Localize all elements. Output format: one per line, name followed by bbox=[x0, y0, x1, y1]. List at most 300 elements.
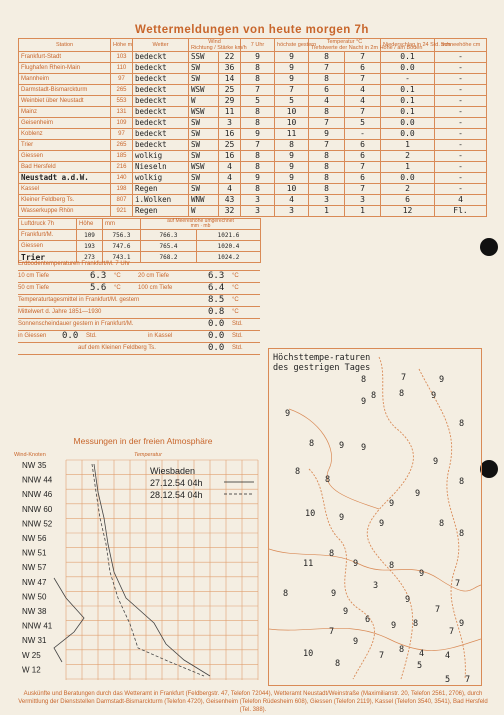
cell-snow: Fl. bbox=[435, 206, 487, 217]
table-row bbox=[19, 140, 487, 151]
pressure-cell-mm: 743.1 bbox=[103, 252, 141, 263]
table-row bbox=[19, 206, 487, 217]
soil-v10: 6.3 bbox=[90, 271, 107, 281]
header-tmin: Temperatur °C Tiefstwerte der Nacht in 2m Höhe / am Boden bbox=[309, 39, 381, 52]
cell-st: Geisenheim bbox=[19, 118, 111, 129]
cell-tmax: 3 bbox=[275, 206, 309, 217]
map-temperature-value: 9 bbox=[361, 397, 367, 407]
cell-wind-dir: SW bbox=[189, 151, 219, 162]
cell-hi: 185 bbox=[111, 151, 133, 162]
cell-wind-speed: 29 bbox=[219, 96, 241, 107]
header-tmax: höchste gestern bbox=[275, 39, 309, 52]
cell-snow: - bbox=[435, 173, 487, 184]
upper-air-diagram bbox=[14, 448, 266, 688]
cell-tmax: 8 bbox=[275, 140, 309, 151]
cell-weather: Regen bbox=[133, 184, 189, 195]
table-row bbox=[19, 118, 487, 129]
map-temperature-value: 8 bbox=[459, 419, 465, 429]
pressure-cell-h: 273 bbox=[77, 252, 103, 263]
map-temperature-value: 7 bbox=[379, 651, 385, 661]
cell-wind-speed: 14 bbox=[219, 74, 241, 85]
pressure-cell-mm: 756.3 bbox=[103, 230, 141, 241]
cell-weather: bedeckt bbox=[133, 107, 189, 118]
cell-wind-dir: SW bbox=[189, 184, 219, 195]
table-row bbox=[19, 85, 487, 96]
cell-tground: 7 bbox=[345, 74, 381, 85]
cell-t7: 9 bbox=[241, 173, 275, 184]
cell-hi: 216 bbox=[111, 162, 133, 173]
map-temperature-value: 6 bbox=[365, 615, 371, 625]
table-row bbox=[19, 173, 487, 184]
map-temperature-value: 9 bbox=[353, 637, 359, 647]
map-temperature-value: 8 bbox=[329, 549, 335, 559]
cell-wind-dir: W bbox=[189, 206, 219, 217]
pressure-cell-mb: 1024.2 bbox=[197, 252, 261, 263]
cell-st: Mainz bbox=[19, 107, 111, 118]
wind-label: W 25 bbox=[22, 650, 41, 660]
legend-line2: 28.12.54 04h bbox=[150, 490, 203, 500]
wind-label: NNW 46 bbox=[22, 490, 53, 500]
cell-tground: 3 bbox=[345, 195, 381, 206]
header-t7: 7 Uhr bbox=[241, 39, 275, 52]
cell-tground: 6 bbox=[345, 173, 381, 184]
map-temperature-value: 8 bbox=[325, 475, 331, 485]
cell-tmax: 9 bbox=[275, 173, 309, 184]
cell-st: Giessen bbox=[19, 151, 111, 162]
map-temperature-value: 9 bbox=[459, 619, 465, 629]
map-temperature-value: 8 bbox=[295, 467, 301, 477]
cell-precip: 0.1 bbox=[381, 96, 435, 107]
map-temperature-value: 9 bbox=[379, 519, 385, 529]
map-temperature-value: 9 bbox=[339, 513, 345, 523]
map-temperature-value: 9 bbox=[361, 443, 367, 453]
cell-st: Neustadt a.d.W. bbox=[19, 173, 111, 184]
sun-giessen-kassel-row: in Giessen 0.0 Std. in Kassel 0.0 Std. bbox=[18, 330, 260, 343]
cell-wind-dir: W bbox=[189, 96, 219, 107]
cell-wind-dir: SW bbox=[189, 74, 219, 85]
cell-t7: 8 bbox=[241, 162, 275, 173]
station-label: Wiesbaden bbox=[150, 466, 196, 476]
map-temperature-value: 8 bbox=[413, 619, 419, 629]
cell-tmin: 8 bbox=[309, 184, 345, 195]
cell-hi: 103 bbox=[111, 52, 133, 63]
pressure-cell-mm2: 768.2 bbox=[141, 252, 197, 263]
cell-tmin: 8 bbox=[309, 52, 345, 63]
sun-feldberg-row: auf dem Kleinen Feldberg Ts. 0.0 Std. bbox=[18, 342, 260, 355]
wind-label: NW 56 bbox=[22, 534, 47, 543]
map-temperature-value: 9 bbox=[389, 499, 395, 509]
cell-st: Mannheim bbox=[19, 74, 111, 85]
wind-label: NW 57 bbox=[22, 563, 47, 573]
cell-hi: 921 bbox=[111, 206, 133, 217]
cell-t7: 8 bbox=[241, 63, 275, 74]
cell-st: Darmstadt-Bismarckturm bbox=[19, 85, 111, 96]
map-temperature-value: 3 bbox=[373, 581, 379, 591]
upper-air-title: Messungen in der freien Atmosphäre bbox=[73, 436, 213, 446]
cell-precip: 0.0 bbox=[381, 129, 435, 140]
wind-label: NW 47 bbox=[22, 577, 47, 587]
table-row bbox=[19, 151, 487, 162]
cell-t7: 9 bbox=[241, 52, 275, 63]
cell-tmin: 8 bbox=[309, 74, 345, 85]
wind-label: NW 35 bbox=[22, 461, 47, 470]
cell-tmax: 9 bbox=[275, 52, 309, 63]
cell-precip: 0.1 bbox=[381, 52, 435, 63]
legend-line1: 27.12.54 04h bbox=[150, 478, 203, 488]
pressure-cell-mm2: 765.4 bbox=[141, 241, 197, 252]
cell-t7: 8 bbox=[241, 151, 275, 162]
wind-label: NNW 44 bbox=[22, 475, 53, 485]
cell-tground: 7 bbox=[345, 162, 381, 173]
cell-weather: wolkig bbox=[133, 173, 189, 184]
cell-weather: Nieseln bbox=[133, 162, 189, 173]
cell-tground: 7 bbox=[345, 107, 381, 118]
pressure-label: Luftdruck 7h bbox=[19, 219, 77, 230]
cell-tground: - bbox=[345, 129, 381, 140]
wind-label: NNW 52 bbox=[22, 519, 53, 529]
pressure-cell-mb: 1020.4 bbox=[197, 241, 261, 252]
cell-tmax: 9 bbox=[275, 63, 309, 74]
cell-snow: - bbox=[435, 74, 487, 85]
cell-tmin: 6 bbox=[309, 85, 345, 96]
pressure-mm-label: mm bbox=[103, 219, 141, 230]
header-station: Station bbox=[19, 39, 111, 52]
cell-tmin: 7 bbox=[309, 118, 345, 129]
max-temp-map bbox=[268, 348, 482, 686]
table-row bbox=[19, 107, 487, 118]
cell-tground: 6 bbox=[345, 151, 381, 162]
map-temperature-value: 9 bbox=[331, 589, 337, 599]
cell-precip: 6 bbox=[381, 195, 435, 206]
map-temperature-value: 10 bbox=[305, 509, 316, 519]
cell-snow: - bbox=[435, 184, 487, 195]
cell-precip: 0.0 bbox=[381, 118, 435, 129]
cell-weather: bedeckt bbox=[133, 85, 189, 96]
ltmean-row: Mittelwert d. Jahre 1851—1930 0.8 °C bbox=[18, 306, 260, 319]
map-temperature-value: 9 bbox=[433, 457, 439, 467]
cell-wind-speed: 11 bbox=[219, 107, 241, 118]
wind-label: W 12 bbox=[22, 665, 41, 675]
temperature-label: Temperatur bbox=[134, 452, 162, 458]
cell-tmin: 3 bbox=[309, 195, 345, 206]
pressure-row bbox=[19, 230, 261, 241]
cell-wind-dir: SW bbox=[189, 140, 219, 151]
cell-t7: 8 bbox=[241, 184, 275, 195]
cell-wind-dir: WSW bbox=[189, 85, 219, 96]
cell-snow: - bbox=[435, 107, 487, 118]
cell-wind-dir: SW bbox=[189, 118, 219, 129]
map-temperature-value: 7 bbox=[435, 605, 441, 615]
pressure-cell-mb: 1021.6 bbox=[197, 230, 261, 241]
cell-t7: 5 bbox=[241, 96, 275, 107]
pressure-cell-mm: 747.6 bbox=[103, 241, 141, 252]
map-temperature-value: 9 bbox=[431, 391, 437, 401]
cell-hi: 140 bbox=[111, 173, 133, 184]
cell-snow: - bbox=[435, 140, 487, 151]
wind-label: NW 51 bbox=[22, 548, 47, 558]
map-temperature-value: 5 bbox=[417, 661, 423, 671]
cell-tground: 7 bbox=[345, 184, 381, 195]
cell-st: Kassel bbox=[19, 184, 111, 195]
cell-t7: 8 bbox=[241, 107, 275, 118]
cell-st: Frankfurt-Stadt bbox=[19, 52, 111, 63]
cell-st: Flughafen Rhein-Main bbox=[19, 63, 111, 74]
map-temperature-value: 8 bbox=[389, 561, 395, 571]
cell-wind-dir: SW bbox=[189, 129, 219, 140]
cell-tground: 4 bbox=[345, 96, 381, 107]
cell-wind-speed: 25 bbox=[219, 140, 241, 151]
cell-tground: 4 bbox=[345, 85, 381, 96]
pressure-cell-mm2: 766.3 bbox=[141, 230, 197, 241]
map-temperature-value: 8 bbox=[439, 519, 445, 529]
cell-precip: 1 bbox=[381, 162, 435, 173]
cell-t7: 7 bbox=[241, 85, 275, 96]
cell-tmin: 7 bbox=[309, 63, 345, 74]
cell-wind-speed: 32 bbox=[219, 206, 241, 217]
cell-weather: wolkig bbox=[133, 151, 189, 162]
map-temperature-value: 8 bbox=[399, 645, 405, 655]
cell-st: Wasserkuppe Rhön bbox=[19, 206, 111, 217]
cell-precip: 0.0 bbox=[381, 63, 435, 74]
cell-weather: bedeckt bbox=[133, 118, 189, 129]
cell-st: Weinbiet über Neustadt bbox=[19, 96, 111, 107]
cell-snow: - bbox=[435, 162, 487, 173]
table-row bbox=[19, 184, 487, 195]
map-temperature-value: 8 bbox=[459, 529, 465, 539]
map-temperature-value: 8 bbox=[309, 439, 315, 449]
cell-hi: 97 bbox=[111, 129, 133, 140]
map-title: Höchsttempe-raturen des gestrigen Tages bbox=[273, 353, 371, 373]
cell-tmax: 10 bbox=[275, 184, 309, 195]
cell-weather: bedeckt bbox=[133, 129, 189, 140]
map-temperature-value: 9 bbox=[339, 441, 345, 451]
cell-wind-dir: SSW bbox=[189, 52, 219, 63]
map-temperature-value: 9 bbox=[439, 375, 445, 385]
punch-hole bbox=[480, 460, 498, 478]
cell-tmax: 10 bbox=[275, 118, 309, 129]
cell-t7: 8 bbox=[241, 118, 275, 129]
table-row bbox=[19, 129, 487, 140]
cell-wind-speed: 16 bbox=[219, 151, 241, 162]
cell-tground: 7 bbox=[345, 52, 381, 63]
tmean-row: Temperaturtagesmittel in Frankfurt/M. gestern 8.5 °C bbox=[18, 294, 260, 307]
cell-precip: 0.1 bbox=[381, 107, 435, 118]
cell-t7: 7 bbox=[241, 140, 275, 151]
cell-tground: 6 bbox=[345, 140, 381, 151]
table-row bbox=[19, 63, 487, 74]
soil-row-10-20: 10 cm Tiefe 6.3 °C 20 cm Tiefe 6.3 °C bbox=[18, 270, 260, 283]
table-row bbox=[19, 52, 487, 63]
cell-tground: 1 bbox=[345, 206, 381, 217]
pressure-cell-st: Frankfurt/M. bbox=[19, 230, 77, 241]
cell-weather: bedeckt bbox=[133, 63, 189, 74]
map-temperature-value: 8 bbox=[371, 391, 377, 401]
soil-v100: 6.4 bbox=[208, 283, 225, 293]
cell-tmax: 9 bbox=[275, 151, 309, 162]
cell-weather: Regen bbox=[133, 206, 189, 217]
map-temperature-value: 9 bbox=[405, 595, 411, 605]
cell-snow: - bbox=[435, 129, 487, 140]
pressure-hoehe-label: Höhe bbox=[77, 219, 103, 230]
cell-tmax: 9 bbox=[275, 74, 309, 85]
map-temperature-value: 8 bbox=[361, 375, 367, 385]
map-temperature-value: 7 bbox=[455, 579, 461, 589]
wind-label: NW 31 bbox=[22, 636, 47, 646]
map-temperature-value: 8 bbox=[283, 589, 289, 599]
cell-weather: bedeckt bbox=[133, 96, 189, 107]
soil-row-50-100: 50 cm Tiefe 5.6 °C 100 cm Tiefe 6.4 °C bbox=[18, 282, 260, 295]
cell-weather: i.Wolken bbox=[133, 195, 189, 206]
cell-snow: - bbox=[435, 85, 487, 96]
cell-wind-speed: 43 bbox=[219, 195, 241, 206]
wind-label: NNW 60 bbox=[22, 504, 53, 514]
soil-v20: 6.3 bbox=[208, 271, 225, 281]
map-temperature-value: 9 bbox=[415, 489, 421, 499]
cell-wind-speed: 16 bbox=[219, 129, 241, 140]
table-row bbox=[19, 195, 487, 206]
map-temperature-value: 8 bbox=[399, 389, 405, 399]
wind-label: NW 50 bbox=[22, 592, 47, 602]
cell-precip: 2 bbox=[381, 184, 435, 195]
cell-snow: - bbox=[435, 118, 487, 129]
pressure-cell-st: Trier bbox=[19, 252, 77, 263]
cell-hi: 265 bbox=[111, 85, 133, 96]
pressure-cell-st: Giessen bbox=[19, 241, 77, 252]
cell-snow: - bbox=[435, 63, 487, 74]
cell-hi: 265 bbox=[111, 140, 133, 151]
cell-st: Koblenz bbox=[19, 129, 111, 140]
cell-hi: 807 bbox=[111, 195, 133, 206]
wind-label: NW 38 bbox=[22, 607, 47, 616]
soil-title: Erdbodentemperaturen Frankfurt/M. 7 Uhr bbox=[18, 258, 260, 271]
cell-wind-speed: 25 bbox=[219, 85, 241, 96]
wind-knots-label: Wind-Knoten bbox=[14, 452, 46, 458]
map-temperature-value: 4 bbox=[445, 651, 451, 661]
pressure-table bbox=[18, 218, 261, 263]
map-temperature-value: 11 bbox=[303, 559, 314, 569]
cell-tmin: 1 bbox=[309, 206, 345, 217]
cell-snow: 4 bbox=[435, 195, 487, 206]
cell-wind-speed: 3 bbox=[219, 118, 241, 129]
cell-tmax: 9 bbox=[275, 162, 309, 173]
soil-v50: 5.6 bbox=[90, 283, 107, 293]
map-temperature-value: 7 bbox=[449, 627, 455, 637]
cell-tmax: 10 bbox=[275, 107, 309, 118]
header-schnee: Schneehöhe cm bbox=[435, 39, 487, 52]
cell-precip: 1 bbox=[381, 140, 435, 151]
cell-wind-speed: 4 bbox=[219, 162, 241, 173]
header-wetter: Wetter bbox=[133, 39, 189, 52]
table-row bbox=[19, 96, 487, 107]
map-temperature-value: 4 bbox=[419, 649, 425, 659]
cell-st: Bad Hersfeld bbox=[19, 162, 111, 173]
cell-tground: 5 bbox=[345, 118, 381, 129]
cell-precip: - bbox=[381, 74, 435, 85]
cell-precip: 2 bbox=[381, 151, 435, 162]
pressure-note: auf Meereshöhe umgerechnet mm · mb bbox=[141, 219, 261, 230]
cell-hi: 110 bbox=[111, 63, 133, 74]
cell-st: Kleiner Feldberg Ts. bbox=[19, 195, 111, 206]
map-temperature-value: 9 bbox=[285, 409, 291, 419]
cell-weather: bedeckt bbox=[133, 52, 189, 63]
cell-precip: 0.0 bbox=[381, 173, 435, 184]
cell-t7: 8 bbox=[241, 74, 275, 85]
header-nieder: Niederschlag in 24 Std. mm bbox=[381, 39, 435, 52]
cell-tmax: 7 bbox=[275, 85, 309, 96]
cell-hi: 131 bbox=[111, 107, 133, 118]
cell-tmin: 8 bbox=[309, 173, 345, 184]
map-temperature-value: 7 bbox=[401, 373, 407, 383]
cell-wind-dir: SW bbox=[189, 63, 219, 74]
cell-t7: 3 bbox=[241, 206, 275, 217]
page-title: Wettermeldungen von heute morgen 7h bbox=[135, 24, 369, 36]
table-row bbox=[19, 74, 487, 85]
map-temperature-value: 8 bbox=[459, 477, 465, 487]
cell-hi: 97 bbox=[111, 74, 133, 85]
cell-tmin: 4 bbox=[309, 96, 345, 107]
map-temperature-value: 7 bbox=[465, 675, 471, 685]
map-temperature-value: 10 bbox=[303, 649, 314, 659]
map-temperature-value: 7 bbox=[329, 627, 335, 637]
pressure-cell-h: 109 bbox=[77, 230, 103, 241]
cell-wind-speed: 36 bbox=[219, 63, 241, 74]
map-temperature-value: 9 bbox=[343, 607, 349, 617]
footer-note: Auskünfte und Beratungen durch das Wetteramt in Frankfurt (Feldbergstr. 47, Telefon 72044), Wetteramt Neustadt/Weinstraße (Maximilianstr. 20, Telefon 2561, 2706), durch Vermittlung der Dienststellen Darmstadt-Bismarckturm (Telefon 4720), Geisenheim (Telefon Rüdesheim 608), Giessen (Telefon 2119), Kassel (Telefon 3540, 3541), Bad Hersfeld (Tel. 388). bbox=[18, 691, 488, 713]
table-header-row bbox=[19, 39, 487, 52]
map-temperature-value: 8 bbox=[335, 659, 341, 669]
cell-st: Trier bbox=[19, 140, 111, 151]
cell-precip: 0.1 bbox=[381, 85, 435, 96]
header-hoehe: Höhe m bbox=[111, 39, 133, 52]
pressure-cell-h: 193 bbox=[77, 241, 103, 252]
map-temperature-value: 5 bbox=[445, 675, 451, 685]
cell-weather: bedeckt bbox=[133, 74, 189, 85]
weather-table bbox=[18, 38, 487, 217]
cell-tmin: 8 bbox=[309, 162, 345, 173]
cell-hi: 109 bbox=[111, 118, 133, 129]
pressure-row bbox=[19, 241, 261, 252]
cell-wind-dir: WSW bbox=[189, 107, 219, 118]
map-temperature-value: 9 bbox=[391, 621, 397, 631]
cell-tmin: 7 bbox=[309, 140, 345, 151]
cell-t7: 3 bbox=[241, 195, 275, 206]
cell-t7: 9 bbox=[241, 129, 275, 140]
cell-tmin: 8 bbox=[309, 107, 345, 118]
cell-wind-dir: SW bbox=[189, 173, 219, 184]
cell-wind-speed: 4 bbox=[219, 184, 241, 195]
punch-hole bbox=[480, 238, 498, 256]
map-temperature-value: 9 bbox=[419, 569, 425, 579]
cell-snow: - bbox=[435, 96, 487, 107]
cell-wind-speed: 22 bbox=[219, 52, 241, 63]
sun-row: Sonnenscheindauer gestern in Frankfurt/M. 0.0 Std. bbox=[18, 318, 260, 331]
dewpoint-profile-27 bbox=[54, 578, 84, 662]
cell-wind-speed: 4 bbox=[219, 173, 241, 184]
cell-tmax: 5 bbox=[275, 96, 309, 107]
map-temperature-value: 9 bbox=[353, 559, 359, 569]
wind-label: NNW 41 bbox=[22, 621, 53, 631]
cell-tmax: 11 bbox=[275, 129, 309, 140]
cell-tmax: 4 bbox=[275, 195, 309, 206]
cell-hi: 198 bbox=[111, 184, 133, 195]
cell-snow: - bbox=[435, 151, 487, 162]
cell-tmin: 8 bbox=[309, 151, 345, 162]
header-wind: Wind Richtung / Stärke km/h bbox=[189, 39, 241, 52]
table-row bbox=[19, 162, 487, 173]
cell-wind-dir: WSW bbox=[189, 162, 219, 173]
cell-wind-dir: WNW bbox=[189, 195, 219, 206]
cell-precip: 12 bbox=[381, 206, 435, 217]
